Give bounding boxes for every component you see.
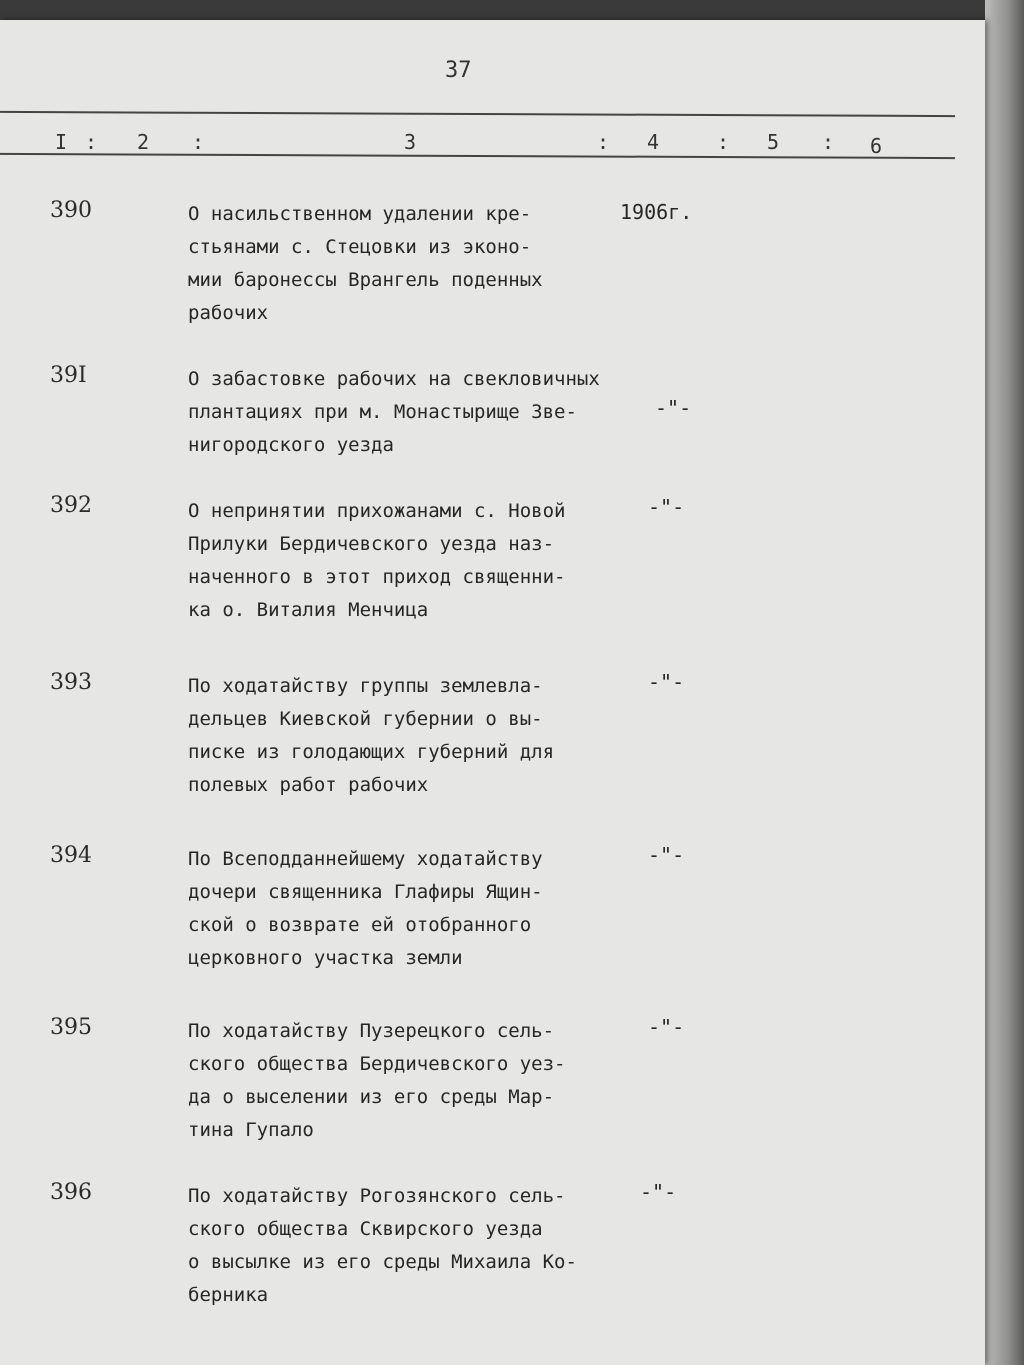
entry-year: -"- bbox=[640, 1180, 677, 1204]
column-header-2: 2 bbox=[137, 130, 150, 154]
entry-number: 395 bbox=[50, 1015, 92, 1040]
entry-text: О насильственном удалении кре- стьянами с. Стецовки из эконо- мии баронессы Врангель поденных рабочих bbox=[188, 203, 543, 324]
entry-text: По ходатайству Рогозянского сель- ского общества Сквирского уезда о высылке из его среды Михаила Ко- берника bbox=[188, 1185, 577, 1306]
entry-text: О забастовке рабочих на свекловичных плантациях при м. Монастырище Зве- нигородского уезда bbox=[188, 368, 600, 456]
entry-text: По ходатайству группы землевла- дельцев Киевской губернии о вы- писке из голодающих губерний для полевых работ рабочих bbox=[188, 675, 555, 796]
column-header-5: 5 bbox=[767, 130, 780, 154]
entry-year: -"- bbox=[648, 1015, 685, 1039]
entry-text: По ходатайству Пузерецкого сель- ского общества Бердичевского уез- да о выселении из его среды Мар- тина Гупало bbox=[188, 1020, 566, 1141]
entry-number: 390 bbox=[50, 198, 92, 223]
entry-year: -"- bbox=[648, 495, 685, 519]
entry-number: 392 bbox=[50, 493, 92, 518]
column-separator: : bbox=[717, 130, 730, 154]
column-header-1: I bbox=[55, 130, 68, 154]
entry-number: 396 bbox=[50, 1180, 92, 1205]
entry-year: -"- bbox=[648, 843, 685, 867]
column-header-4: 4 bbox=[647, 130, 660, 154]
column-header-3: 3 bbox=[404, 130, 417, 154]
entry-year: -"- bbox=[655, 396, 692, 420]
column-separator: : bbox=[192, 130, 205, 154]
column-separator: : bbox=[597, 130, 610, 154]
entry-text: По Всеподданнейшему ходатайству дочери священника Глафиры Ящин- ской о возврате ей отобранного церковного участка земли bbox=[188, 848, 543, 969]
entry-year: -"- bbox=[648, 670, 685, 694]
page-number: 37 bbox=[445, 58, 472, 83]
entry-text: О непринятии прихожанами с. Новой Прилуки Бердичевского уезда наз- наченного в этот приход священни- ка о. Виталия Менчица bbox=[188, 500, 566, 621]
column-separator: : bbox=[822, 130, 835, 154]
column-separator: : bbox=[85, 130, 98, 154]
column-header-6: 6 bbox=[870, 134, 883, 158]
paper-edge bbox=[985, 0, 1024, 1365]
entry-number: 393 bbox=[50, 670, 92, 695]
entry-number: 39I bbox=[50, 363, 87, 388]
entry-year: 1906г. bbox=[620, 200, 693, 224]
entry-number: 394 bbox=[50, 843, 92, 868]
